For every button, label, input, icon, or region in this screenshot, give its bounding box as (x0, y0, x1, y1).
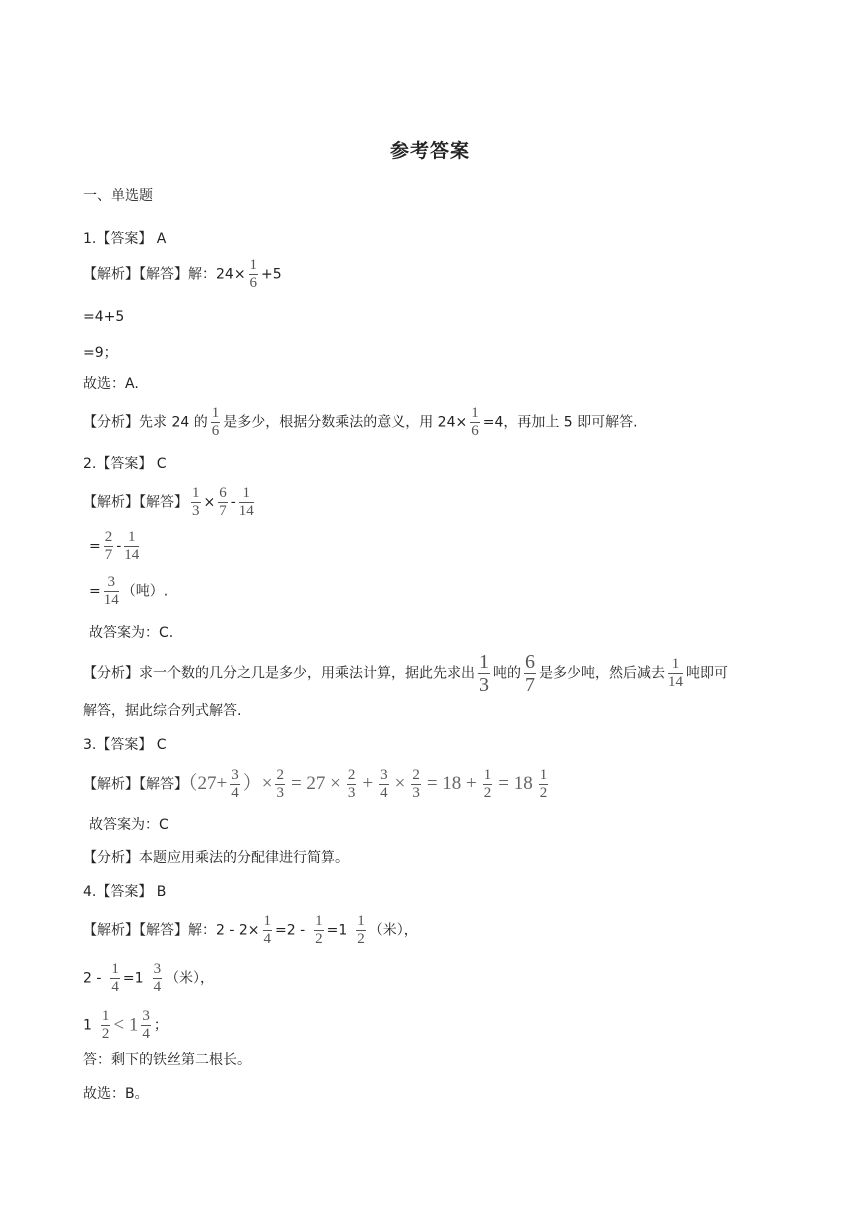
q4-analysis: 【解析】【解答】解：2 - 2× $\frac{1}{4}$ =2 - $\frac{1}{2}$ =1 $\frac{1}{2}$ （米）， (83, 913, 418, 947)
fraction: $\frac{1}{3}$ (192, 485, 200, 519)
q4-answer: 4.【答案】 B (83, 884, 167, 900)
fraction: $\frac{1}{4}$ (111, 961, 119, 995)
q2-fenxi-cont: 解答，据此综合列式解答. (83, 703, 242, 719)
fraction: $\frac{1}{4}$ (263, 913, 271, 947)
fraction: $\frac{1}{14}$ (668, 656, 683, 690)
q2-fenxi: 【分析】求一个数的几分之几是多少，用乘法计算，据此先求出 $\frac{1}{3}$ 吨的 $\frac{6}{7}$ 是多少吨，然后减去 $\frac{1}{14}$ 吨即可 (83, 651, 728, 696)
fraction: $\frac{3}{4}$ (153, 961, 162, 995)
fraction: $\frac{3}{4}$ (142, 1008, 150, 1042)
fraction: $\frac{6}{7}$ (219, 485, 227, 519)
fraction: $\frac{1}{14}$ (238, 485, 254, 519)
q2-analysis: 【解析】【解答】 $\frac{1}{3}$ × $\frac{6}{7}$ - $\frac{1}{14}$ (83, 485, 254, 519)
q3-answer: 3.【答案】 C (83, 737, 167, 753)
fraction: $\frac{3}{14}$ (103, 574, 119, 608)
q1-step: =9； (83, 345, 118, 361)
q1-analysis: 【解析】【解答】解：24× $\frac{1}{6}$ +5 (83, 257, 282, 291)
fraction: $\frac{3}{4}$ (380, 767, 388, 801)
q3-fenxi: 【分析】本题应用乘法的分配律进行简算。 (83, 850, 349, 866)
page-title: 参考答案 (389, 140, 470, 162)
q4-compare: 1 $\frac{1}{2}$ < 1 $\frac{3}{4}$ ； (83, 1008, 168, 1042)
fraction: $\frac{3}{4}$ (231, 767, 239, 801)
q2-step: = $\frac{3}{14}$ （吨）. (89, 574, 169, 608)
fraction: $\frac{1}{2}$ (539, 767, 548, 801)
q2-step: = $\frac{2}{7}$ - $\frac{1}{14}$ (89, 529, 140, 563)
fraction: $\frac{2}{3}$ (276, 767, 284, 801)
fraction: $\frac{1}{2}$ (483, 767, 492, 801)
q1-step: =4+5 (83, 309, 125, 325)
section-heading: 一、单选题 (83, 188, 153, 204)
fraction: $\frac{1}{6}$ (471, 405, 479, 439)
fraction: $\frac{2}{3}$ (347, 767, 356, 801)
fraction: $\frac{1}{6}$ (249, 257, 258, 291)
fraction: $\frac{1}{6}$ (211, 405, 220, 439)
q4-answer-text: 答：剩下的铁丝第二根长。 (83, 1052, 251, 1068)
q1-choose: 故选：A. (83, 376, 139, 392)
q1-answer: 1.【答案】 A (83, 231, 167, 247)
q1-fenxi: 【分析】先求 24 的 $\frac{1}{6}$ 是多少，根据分数乘法的意义，用 24× $\frac{1}{6}$ =4，再加上 5 即可解答. (83, 405, 638, 439)
fraction: $\frac{1}{3}$ (479, 651, 489, 696)
fraction: $\frac{2}{3}$ (412, 767, 420, 801)
q3-analysis: 【解析】【解答】（27+ $\frac{3}{4}$ ）× $\frac{2}{3}$ = 27 × $\frac{2}{3}$ + $\frac{3}{4}$ × $\frac{2}{3}$ = 18 + $\frac{1}{2}$ = 18 $\frac{1}{2}$ (83, 768, 551, 801)
math-expression: （27+ $\frac{3}{4}$ ）× $\frac{2}{3}$ = 27 × $\frac{2}{3}$ + $\frac{3}{4}$ × $\frac{2}{3}$ = 18 + $\frac{1}{2}$ = 18 $\frac{1}{2}$ (188, 767, 548, 801)
fraction: $\frac{1}{2}$ (357, 913, 365, 947)
q4-choose: 故选：B。 (83, 1086, 149, 1102)
q2-conclusion: 故答案为：C. (89, 625, 174, 641)
q3-conclusion: 故答案为：C (89, 817, 169, 833)
fraction: $\frac{1}{2}$ (101, 1008, 110, 1042)
fraction: $\frac{2}{7}$ (104, 529, 113, 563)
q2-answer: 2.【答案】 C (83, 456, 167, 472)
q4-step: 2 - $\frac{1}{4}$ =1 $\frac{3}{4}$ （米）， (83, 961, 215, 995)
fraction: $\frac{1}{14}$ (124, 529, 140, 563)
fraction: $\frac{6}{7}$ (525, 651, 535, 696)
fraction: $\frac{1}{2}$ (315, 913, 323, 947)
